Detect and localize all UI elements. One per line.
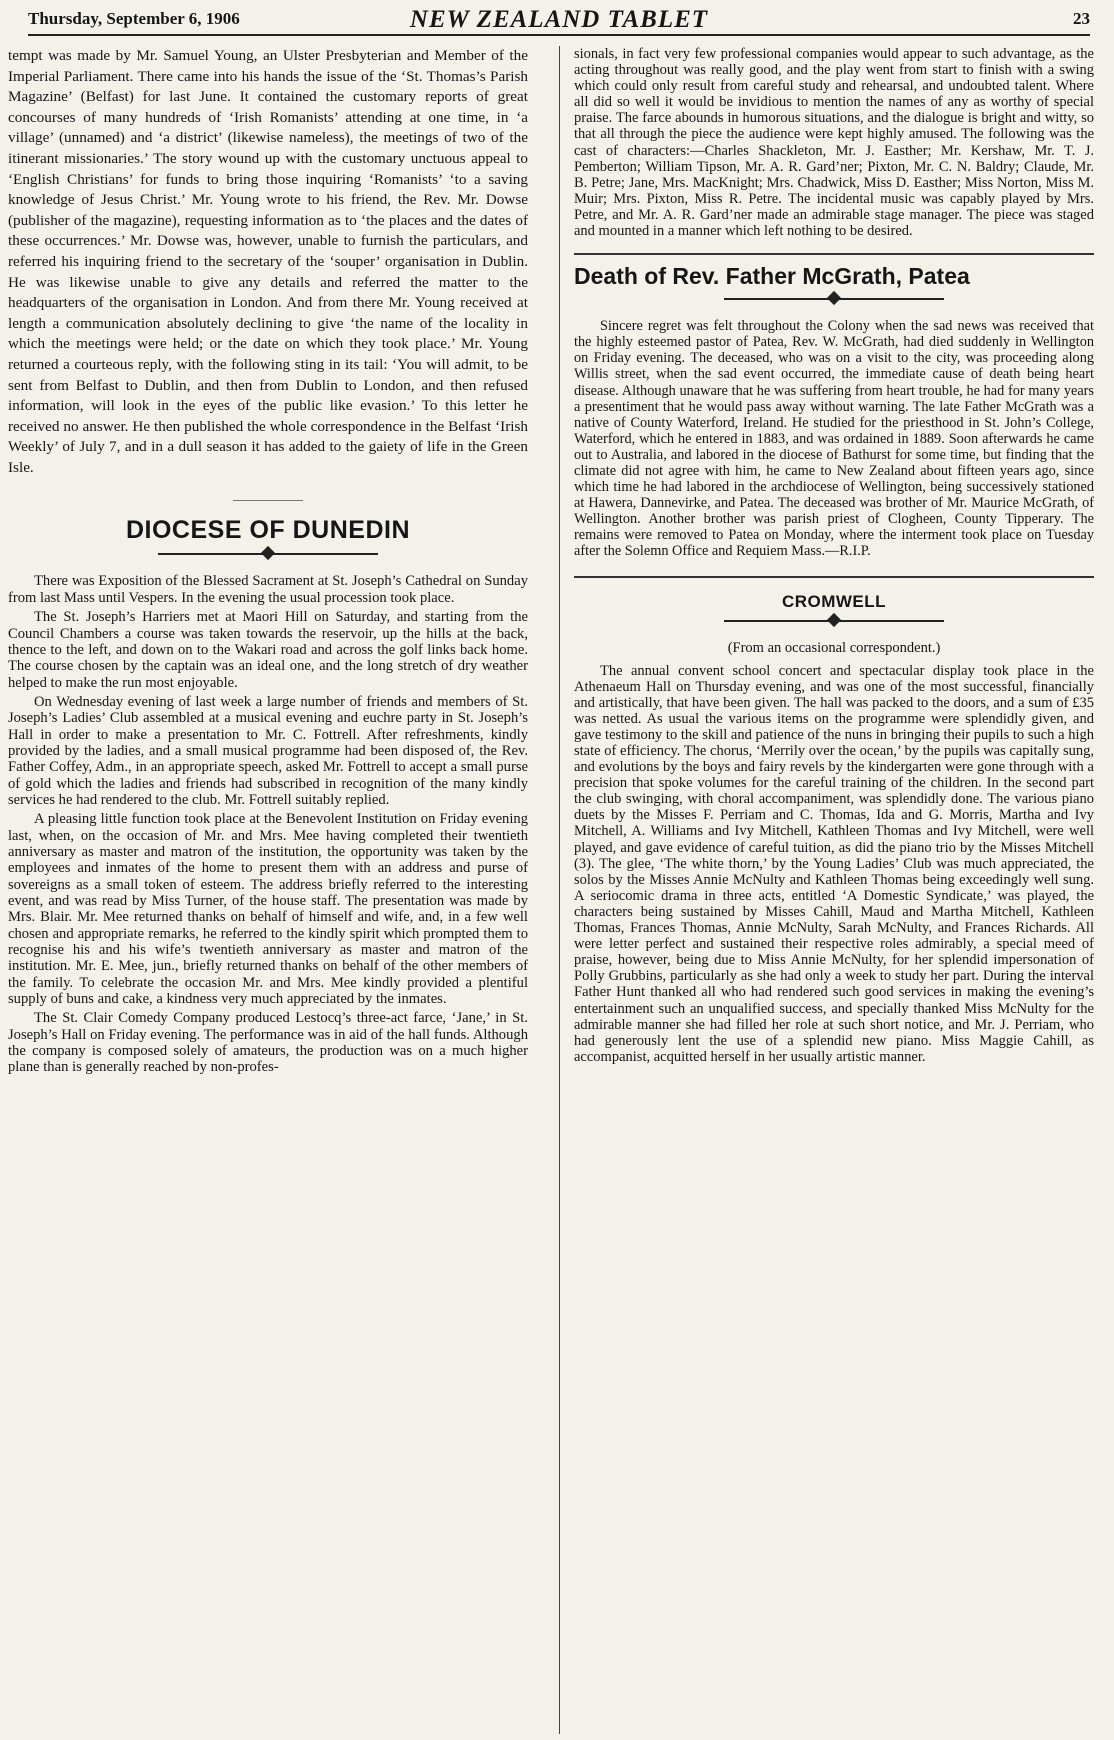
- right-column: [574, 46, 1094, 1734]
- article-paragraph: The St. Clair Comedy Company produced Lestocq’s three-act farce, ‘Jane,’ in St. Joseph’s Hall on Friday evening. The performance was in aid of the hall funds. Although the company is composed solely of amateurs, the production was on a much higher plane than is generally reached by non-profes-: [8, 1010, 528, 1076]
- article-paragraph: The annual convent school concert and spectacular display took place in the Athenaeum Hall on Thursday evening, and was one of the most successful, financially and artistically, that have been given. The hall was packed to the doors, and a sum of £35 was netted. As usual the various items on the programme were splendidly given, and gave testimony to the skill and patience of the nuns in bringing their pupils to such a high state of efficiency. The chorus, ‘Merrily over the ocean,’ by the pupils was capitally sung, and evolutions by the boys and fairy revels by the kindergarten were gone through with a precision that spoke volumes for the careful training of the children. In the second part the club swinging, with choral accompaniment, was splendidly done. The various piano duets by the Misses F. Perriam and C. Thomas, Ida and G. Morris, Martha and Ivy Mitchell, A. Williams and Ivy Mitchell, Kathleen Thomas and Ivy Mitchell, were well played, and gave evidence of careful tuition, as did the piano trio by the Misses Mitchell (3). The glee, ‘The white thorn,’ by the Young Ladies’ Club was much appreciated, the solos by the Misses Annie McNulty and Kathleen Thomas being exceedingly well sung. A seriocomic drama in three acts, entitled ‘A Domestic Syndicate,’ was played, the characters being sustained by Misses Cahill, Maud and Martha Mitchell, Kathleen Thomas, Frances Thomas, Annie McNulty, Sarah McNulty, and Frances Richards. All were letter perfect and sustained their respective roles admirably, a special meed of praise, however, being due to Miss Annie McNulty, for her splendid impersonation of Polly Grubbins, particularly as she had only a week to study her part. During the interval Father Hunt thanked all who had rendered such good services in making the evening’s entertainment such an unqualified success, and specially thanked Miss McNulty for the admirable manner she had filled her role at such short notice, and Mr. J. Perriam, who had generously lent the use of a splendid new piano. Miss Maggie Cahill, as accompanist, acquitted herself in her usually artistic manner.: [574, 662, 1094, 1065]
- masthead: [28, 6, 1090, 36]
- column-rule: [559, 46, 560, 1734]
- cromwell-article: [574, 663, 1094, 1065]
- article-paragraph: sionals, in fact very few professional companies would appear to such advantage, as the acting throughout was really good, and the play went from start to finish with a swing which could only result from careful study and rehearsal, and undoubted talent. Where all did so well it would be invidious to mention the names of any as worthy of special praise. The farce abounds in humorous situations, and the dialogue is bright and witty, so that all through the piece the audience were kept highly amused. The following was the cast of characters:—Charles Shackleton, Mr. J. Easther; Mr. Kershaw, Mr. T. J. Pemberton; William Tipson, Mr. A. R. Gard’ner; Pixton, Mr. C. N. Baldry; Claude, Mr. B. Petre; Jane, Mrs. MacKnight; Mrs. Chadwick, Miss D. Easther; Miss Norton, Miss M. Muir; Mrs. Pixton, Miss R. Petre. The incidental music was capably played by Mrs. Petre, and Mr. A. R. Gard’ner made an admirable stage manager. The piece was staged and mounted in a manner which left nothing to be desired.: [574, 46, 1094, 240]
- mcgrath-article: [574, 318, 1094, 559]
- mcgrath-heading: Death of Rev. Father McGrath, Patea: [574, 253, 1094, 290]
- dunedin-article: [8, 573, 528, 1075]
- continued-article: [8, 46, 528, 478]
- heading-divider: [574, 614, 1094, 628]
- section-separator: [8, 488, 528, 506]
- heading-divider: [8, 547, 528, 561]
- heading-divider: [574, 292, 1094, 306]
- article-paragraph: There was Exposition of the Blessed Sacrament at St. Joseph’s Cathedral on Sunday from last Mass until Vespers. In the evening the usual procession took place.: [8, 573, 528, 606]
- cromwell-heading: CROMWELL: [574, 576, 1094, 612]
- dunedin-heading: DIOCESE OF DUNEDIN: [125, 516, 411, 545]
- article-paragraph: The St. Joseph’s Harriers met at Maori Hill on Saturday, and starting from the Council Chambers a course was taken towards the reservoir, up the hills at the back, thence to the left, and down on to the Wakari road and across the golf links back home. The course chosen by the captain was an ideal one, and the long stretch of dry weather helped to make the run most enjoyable.: [8, 609, 528, 691]
- page-number: 23: [1073, 9, 1090, 28]
- left-column: [8, 46, 528, 1734]
- cromwell-byline: (From an occasional correspondent.): [727, 639, 941, 656]
- continued-review: [574, 46, 1094, 239]
- article-paragraph: A pleasing little function took place at the Benevolent Institution on Friday evening last, when, on the occasion of Mr. and Mrs. Mee having completed their twentieth anniversary as master and matron of the institution, the opportunity was taken by the employees and inmates of the home to present them with an address and purse of sovereigns as a small token of esteem. The address briefly referred to the interesting event, and was read by Miss Turner, of the house staff. The presentation was made by Mrs. Blair. Mr. Mee returned thanks on behalf of himself and wife, and, in a few well chosen and appropriate remarks, he referred to the kindly spirit which prompted them to recognise his and his wife’s twentieth anniversary as master and matron of the institution. Mr. E. Mee, jun., briefly returned thanks on behalf of the other members of the family. To celebrate the occasion Mr. and Mrs. Mee kindly provided a plentiful supply of buns and cake, a kindness very much appreciated by the inmates.: [8, 811, 528, 1008]
- article-paragraph: Sincere regret was felt throughout the Colony when the sad news was received that the highly esteemed pastor of Patea, Rev. W. McGrath, had died suddenly in Wellington on Friday evening. The deceased, who was on a visit to the city, was proceeding along Willis street, when the sad event occurred, the immediate cause of death being heart disease. Although unaware that he was suffering from heart trouble, he had for many years a presentiment that he would pass away without warning. The late Father McGrath was a native of County Waterford, Ireland. He studied for the priesthood in St. John’s College, Waterford, which he entered in 1883, and was ordained in 1889. Soon afterwards he came out to Australia, and labored in the diocese of Bathurst for some time, but finding that the climate did not agree with him, he came to New Zealand about fifteen years ago, since which time he had labored in the archdiocese of Wellington, being successively stationed at Hawera, Dannevirke, and Patea. The deceased was brother of Mr. Maurice McGrath, of Wellington. Another brother was parish priest of Clogheen, County Tipperary. The remains were removed to Patea on Monday, where the interment took place on Tuesday after the Solemn Office and Requiem Mass.—R.I.P.: [574, 318, 1094, 560]
- newspaper-title: NEW ZEALAND TABLET: [409, 6, 709, 33]
- article-paragraph: tempt was made by Mr. Samuel Young, an Ulster Presbyterian and Member of the Imperial Parliament. There came into his hands the issue of the ‘St. Thomas’s Parish Magazine’ (Belfast) for last June. It contained the customary reports of great concourses of many hundreds of ‘Irish Romanists’ attending at one time, in ‘a village’ (unnamed) and ‘a district’ (likewise nameless), the meetings of two of the itinerant missionaries.’ The story wound up with the customary unctuous appeal to ‘English Christians’ for funds to bring those inquiring ‘Romanists’ ‘to a saving knowledge of Jesus Christ.’ Mr. Young wrote to his friend, the Rev. Mr. Dowse (publisher of the magazine), requesting information as to ‘the places and the dates of these occurrences.’ Mr. Dowse was, however, unable to furnish the particulars, and referred his inquiring friend to the secretary of the ‘souper’ organisation in Dublin. He was likewise unable to give any details and referred the matter to the headquarters of the organisation in London. And from there Mr. Young received at length a communication absolutely declining to give ‘the name of the locality in which the meetings were held; or the date on which they took place.’ Mr. Young returned a courteous reply, with the following sting in its tail: ‘You will admit, to be sent from Belfast to Dublin, and then from Dublin to London, and then refused information, will look in the eyes of the public like evasion.’ To this letter he received no answer. He then published the whole correspondence in the Belfast ‘Irish Weekly’ of July 7, and in a dull season it has added to the gaiety of life in the Green Isle.: [8, 47, 528, 476]
- article-paragraph: On Wednesday evening of last week a large number of friends and members of St. Joseph’s Ladies’ Club assembled at a musical evening and euchre party in St. Joseph’s Hall in order to make a presentation to Mr. C. Fottrell. After refreshments, kindly provided by the ladies, and a small musical programme had been disposed of, the Rev. Father Coffey, Adm., in an appropriate speech, asked Mr. Fottrell to accept a small purse of gold which the ladies and friends had subscribed in recognition of the many kindly services he had rendered to the club. Mr. Fottrell suitably replied.: [8, 693, 528, 808]
- issue-date: Thursday, September 6, 1906: [28, 9, 240, 28]
